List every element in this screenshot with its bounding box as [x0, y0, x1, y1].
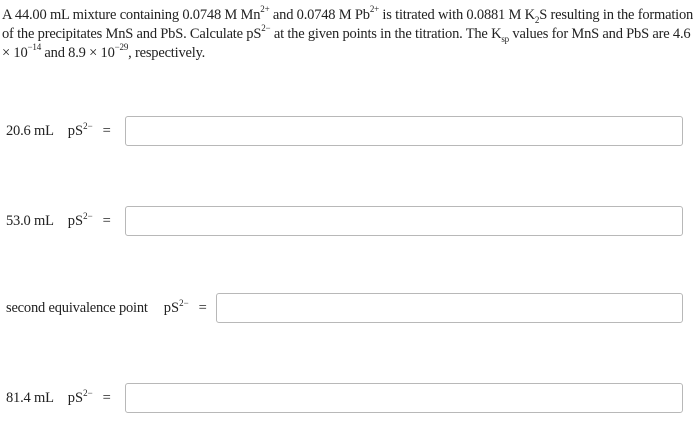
point-label: second equivalence point	[6, 299, 148, 316]
ps-symbol-text: pS	[67, 389, 84, 406]
ksp-subscript: sp	[501, 33, 509, 44]
equals-sign: =	[102, 212, 111, 229]
volume-label: 81.4 mL	[6, 389, 54, 406]
ps-symbol-text: pS	[67, 212, 84, 229]
ps-symbol	[67, 120, 93, 140]
problem-text: A 44.00 mL mixture containing 0.0748 M Mn	[2, 7, 261, 23]
question-row-1	[6, 115, 111, 147]
problem-text: and 8.9 × 10	[41, 45, 115, 61]
problem-text: , respectively.	[128, 45, 206, 61]
answer-input-81-4-ml[interactable]	[125, 383, 683, 413]
question-row-2	[6, 205, 111, 237]
ps-symbol-text: pS	[67, 122, 84, 139]
ps-symbol	[67, 210, 93, 230]
formula-subscript: 2	[534, 14, 540, 25]
answer-input-20-6-ml[interactable]	[125, 116, 683, 146]
exponent-superscript: −29	[114, 42, 129, 53]
charge-superscript: 2+	[260, 4, 270, 15]
ps-symbol-text: pS	[163, 299, 180, 316]
volume-label: 53.0 mL	[6, 212, 54, 229]
problem-text: is titrated with 0.0881 M K	[379, 7, 535, 23]
ps-superscript: 2−	[83, 387, 93, 398]
problem-text: at the given points in the titration. The K	[270, 26, 502, 42]
equals-sign: =	[102, 122, 111, 139]
equals-sign: =	[198, 299, 207, 316]
ps-superscript: 2−	[83, 120, 93, 131]
problem-text: and 0.0748 M Pb	[269, 7, 370, 23]
problem-text: values for MnS and PbS are 4.6 × 10	[2, 26, 691, 61]
exponent-superscript: −14	[27, 42, 41, 53]
equals-sign: =	[102, 389, 111, 406]
charge-superscript: 2+	[369, 4, 379, 15]
answer-input-second-equivalence-point[interactable]	[216, 293, 683, 323]
charge-superscript: 2−	[261, 23, 271, 34]
question-row-3	[6, 292, 207, 324]
question-row-4	[6, 382, 111, 414]
volume-label: 20.6 mL	[6, 122, 54, 139]
problem-statement	[2, 6, 698, 63]
ps-superscript: 2−	[179, 297, 189, 308]
ps-superscript: 2−	[83, 210, 93, 221]
problem-text: S resulting in the formation of the precipitates MnS and PbS. Calculate pS	[2, 7, 694, 42]
answer-input-53-0-ml[interactable]	[125, 206, 683, 236]
ps-symbol	[67, 387, 93, 407]
ps-symbol	[163, 297, 189, 317]
